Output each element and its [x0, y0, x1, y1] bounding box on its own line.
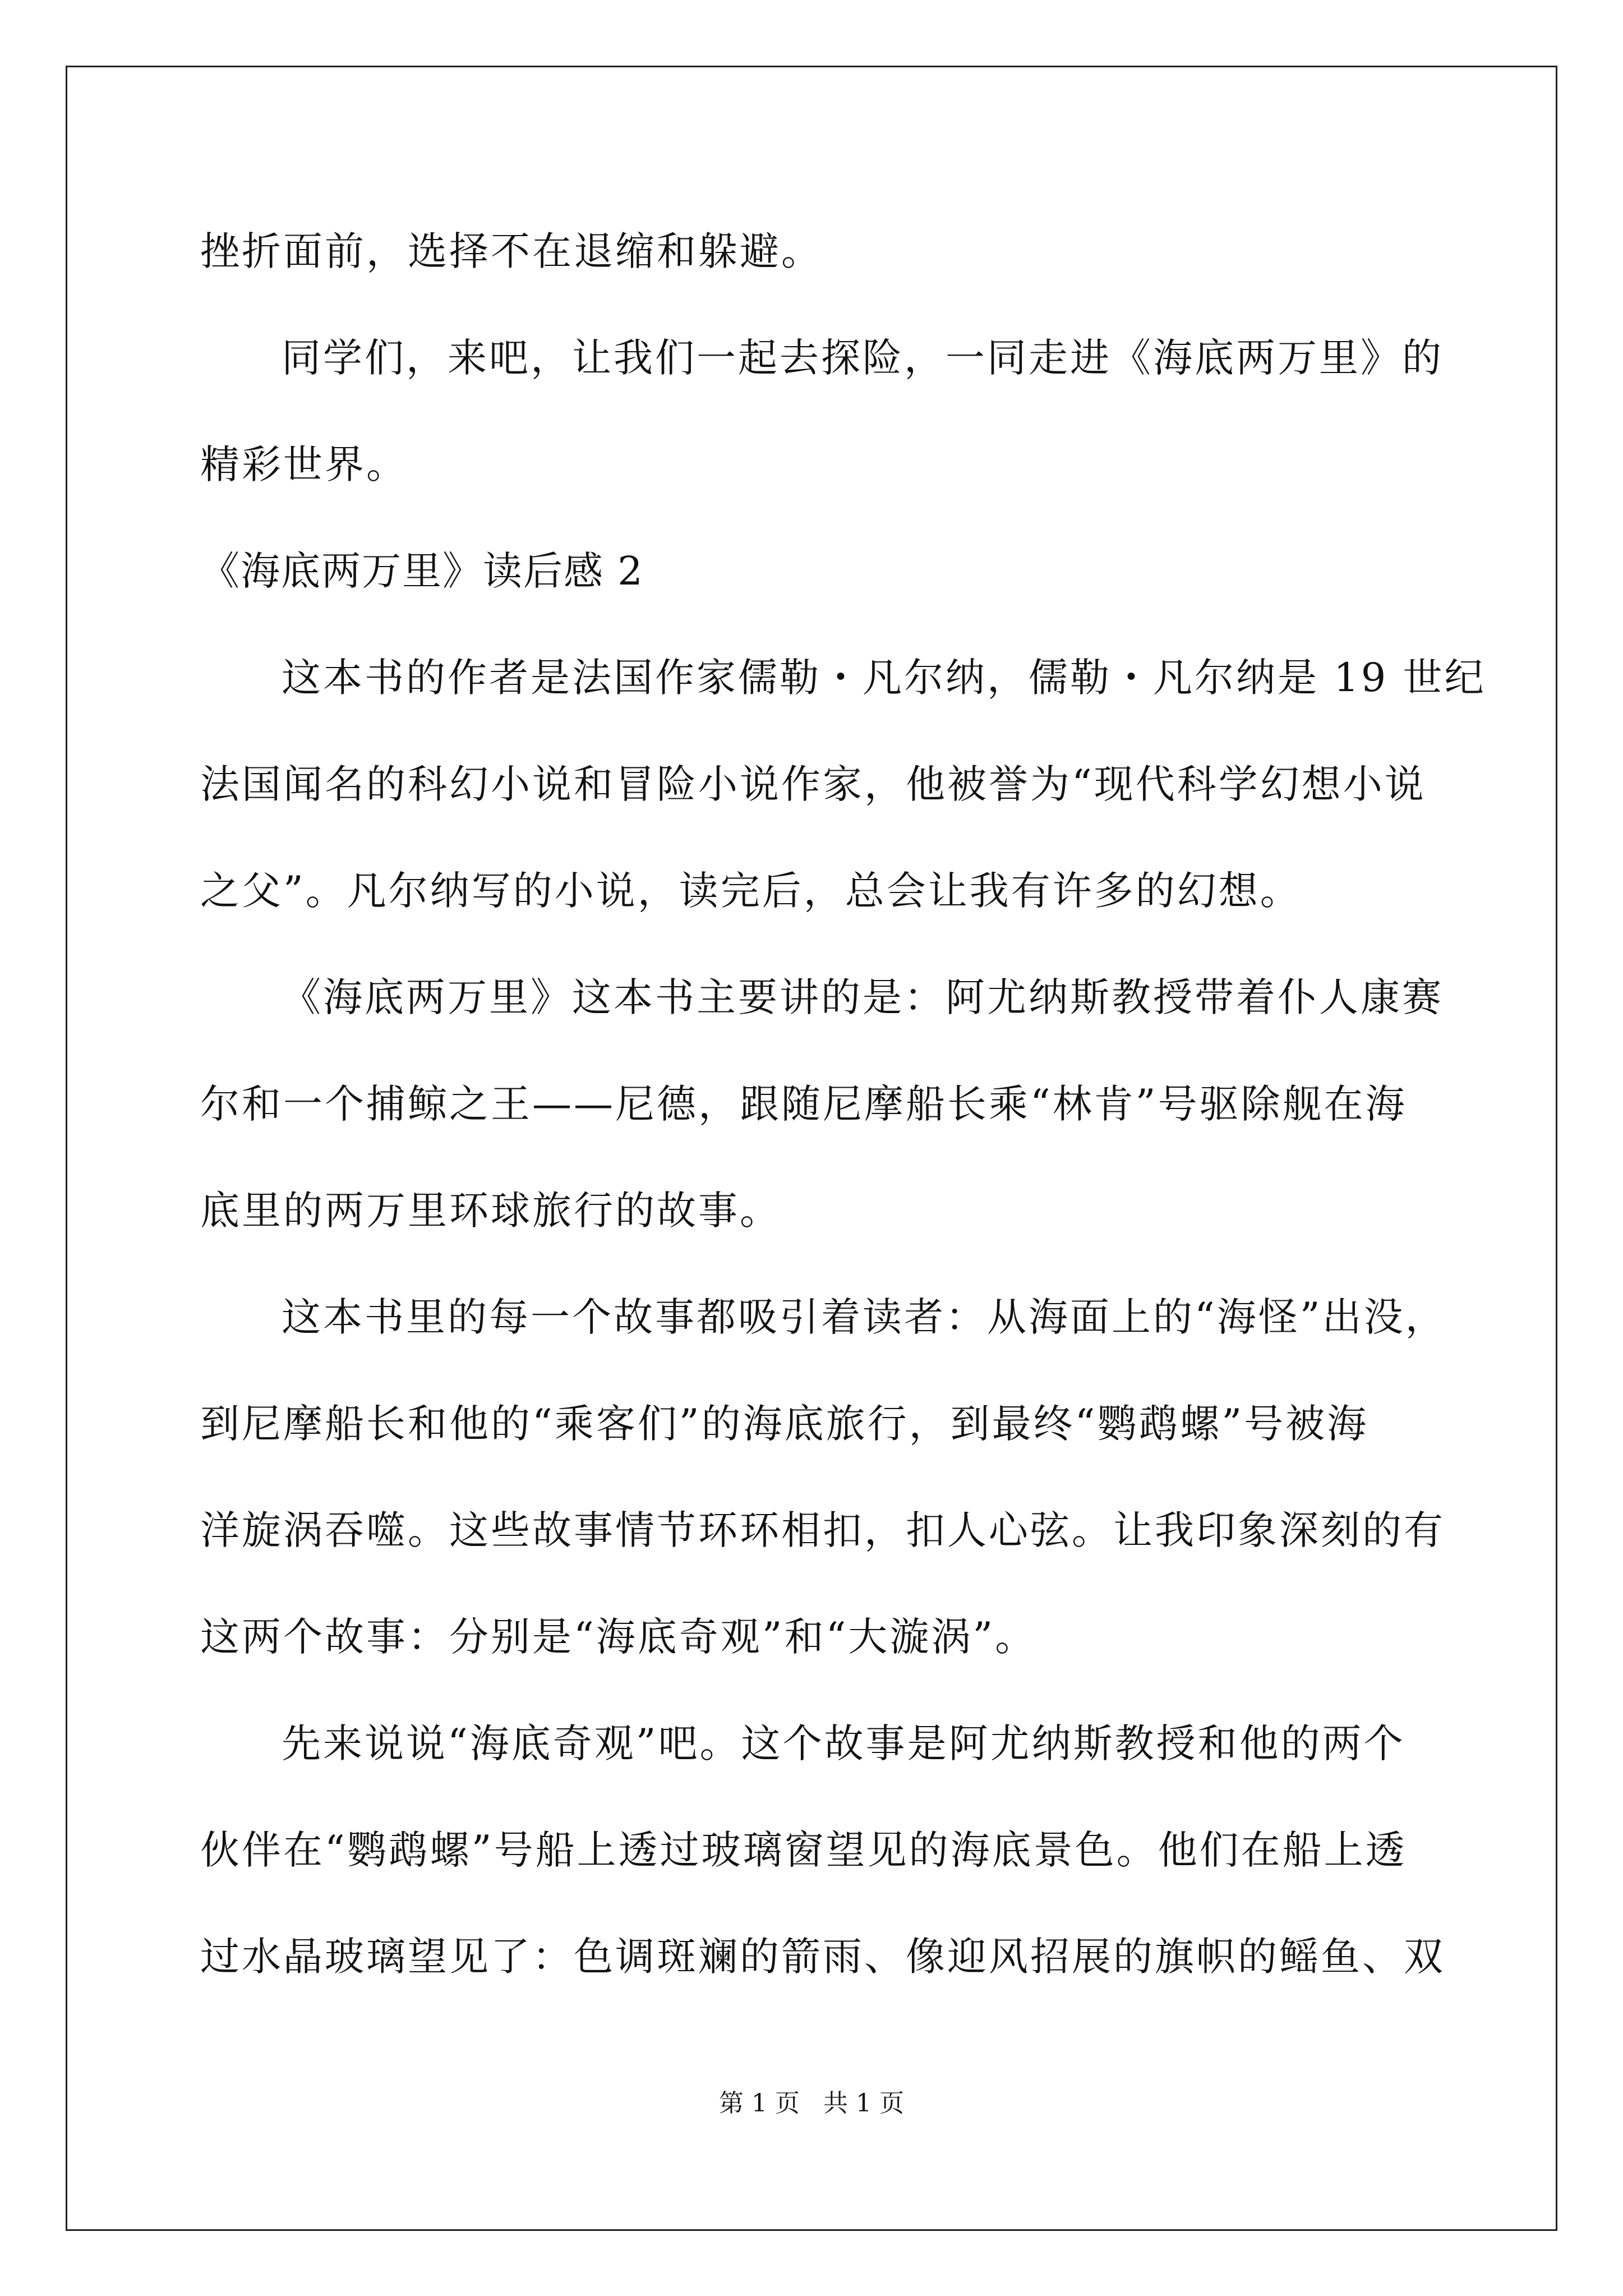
body-line-7: 之父”。凡尔纳写的小说，读完后，总会让我有许多的幻想。 [200, 868, 1302, 914]
body-line-16: 伙伴在“鹦鹉螺”号船上透过玻璃窗望见的海底景色。他们在船上透 [200, 1827, 1407, 1873]
section-heading: 《海底两万里》读后感 2 [200, 548, 644, 594]
body-line-14: 这两个故事：分别是“海底奇观”和“大漩涡”。 [200, 1614, 1037, 1660]
body-line-1: 挫折面前，选择不在退缩和躲避。 [200, 228, 823, 274]
total-pages: 共 1 页 [823, 2089, 904, 2118]
body-line-12: 到尼摩船长和他的“乘客们”的海底旅行，到最终“鹦鹉螺”号被海 [200, 1401, 1369, 1447]
body-line-10: 底里的两万里环球旅行的故事。 [200, 1188, 781, 1234]
body-line-13: 洋旋涡吞噬。这些故事情节环环相扣，扣人心弦。让我印象深刻的有 [200, 1507, 1445, 1553]
body-line-15: 先来说说“海底奇观”吧。这个故事是阿尤纳斯教授和他的两个 [282, 1720, 1405, 1766]
page-number: 第 1 页 [719, 2089, 800, 2118]
body-line-3: 精彩世界。 [200, 441, 408, 487]
body-line-2: 同学们，来吧，让我们一起去探险，一同走进《海底两万里》的 [282, 335, 1444, 381]
body-line-9: 尔和一个捕鲸之王——尼德，跟随尼摩船长乘“林肯”号驱除舰在海 [200, 1081, 1407, 1127]
body-line-17: 过水晶玻璃望见了：色调斑斓的箭雨、像迎风招展的旗帜的鳐鱼、双 [200, 1934, 1445, 1980]
page-border [66, 66, 1557, 2231]
body-line-11: 这本书里的每一个故事都吸引着读者：从海面上的“海怪”出没， [282, 1294, 1447, 1340]
body-line-6: 法国闻名的科幻小说和冒险小说作家，他被誉为“现代科学幻想小说 [200, 761, 1426, 807]
page-footer [0, 2088, 1623, 2119]
body-line-5: 这本书的作者是法国作家儒勒・凡尔纳，儒勒・凡尔纳是 19 世纪 [282, 655, 1486, 701]
body-line-8: 《海底两万里》这本书主要讲的是：阿尤纳斯教授带着仆人康赛 [282, 974, 1444, 1020]
